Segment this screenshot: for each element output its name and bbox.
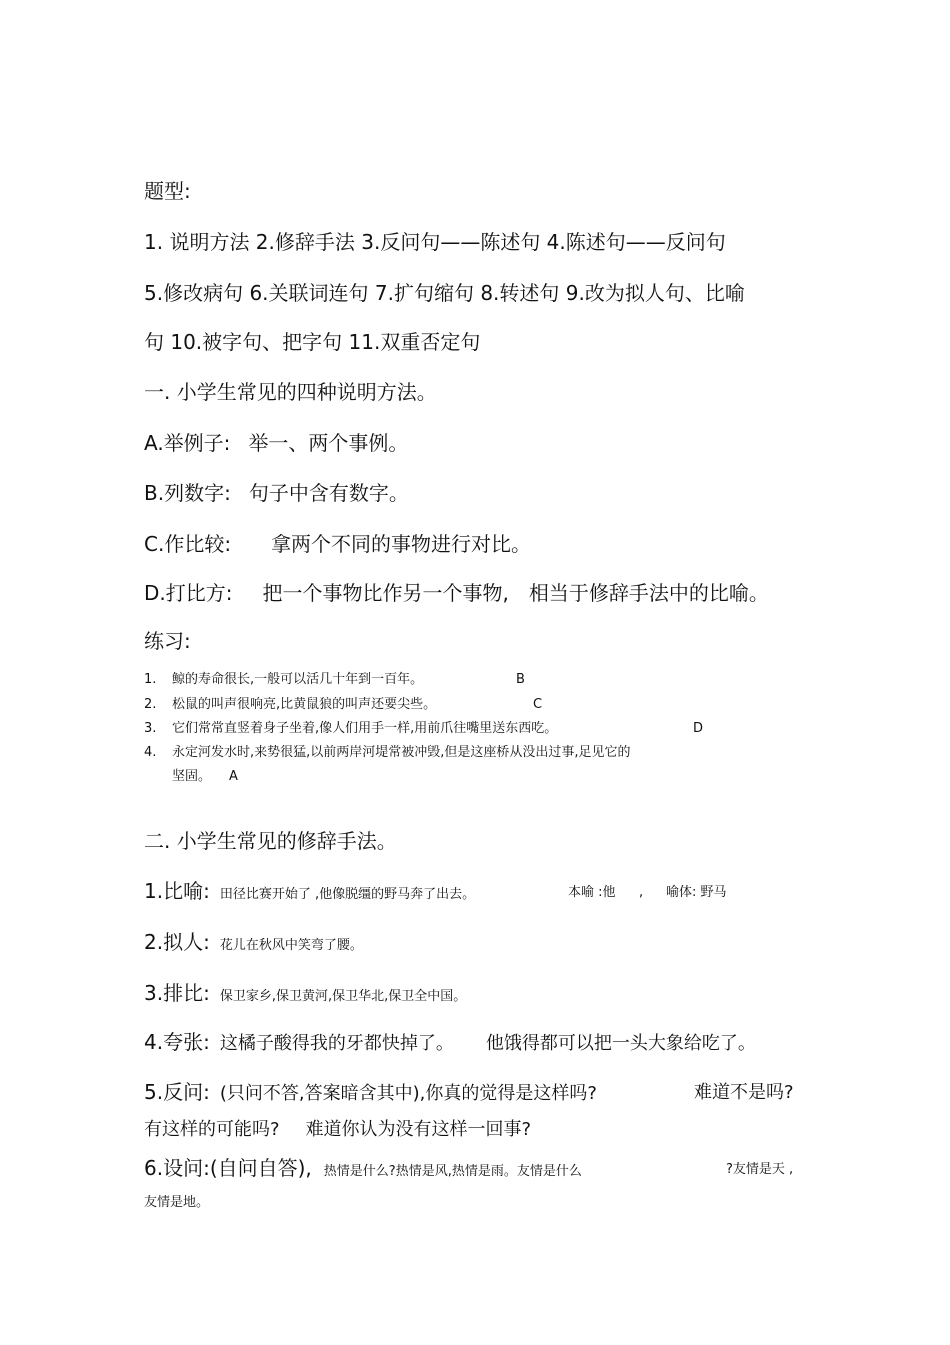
exercise-4-text-2: 坚固。 <box>172 769 212 784</box>
rhetoric-4-example: 这橘子酸得我的牙都快掉了。 <box>219 1033 454 1054</box>
rhetoric-4 <box>144 1032 756 1053</box>
exercise-4-num: 4. <box>144 745 157 760</box>
rhetoric-1-example: 田径比赛开始了 ,他像脱缰的野马奔了出去。 <box>219 887 476 902</box>
exercise-2-num: 2. <box>144 697 157 712</box>
rhetoric-6 <box>144 1158 582 1178</box>
method-a <box>144 433 408 453</box>
types-line-2: 5.修改病句 6.关联词连句 7.扩句缩句 8.转述句 9.改为拟人句、比喻 <box>144 281 745 305</box>
practice-label: 练习: <box>144 629 191 653</box>
method-d-label: D.打比方: <box>144 581 233 605</box>
rhetoric-4-label: 4.夸张: <box>144 1030 210 1054</box>
types-heading: 题型: <box>144 179 191 203</box>
exercise-4-cont <box>172 770 238 783</box>
method-b-label: B.列数字: <box>144 481 231 505</box>
method-b <box>144 483 409 503</box>
exercise-1-text: 鲸的寿命很长,一般可以活几十年到一百年。 <box>172 672 424 687</box>
method-c-label: C.作比较: <box>144 532 232 556</box>
rhetoric-1-label: 1.比喻: <box>144 879 210 903</box>
exercise-2-answer: C <box>533 697 543 712</box>
rhetoric-2-example: 花儿在秋风中笑弯了腰。 <box>219 938 363 953</box>
rhetoric-6-label: 6.设问: <box>144 1156 210 1180</box>
exercise-4-answer: A <box>229 769 238 784</box>
exercise-4 <box>144 746 631 759</box>
rhetoric-5-label: 5.反问: <box>144 1080 210 1104</box>
rhetoric-2 <box>144 932 363 952</box>
rhetoric-1-tenor: 本喻 :他 <box>568 885 616 900</box>
rhetoric-3-label: 3.排比: <box>144 981 210 1005</box>
method-c <box>144 534 531 554</box>
section-2-heading: 二. 小学生常见的修辞手法。 <box>144 829 397 853</box>
exercise-1-num: 1. <box>144 672 157 687</box>
rhetoric-3 <box>144 983 466 1003</box>
exercise-3-answer: D <box>693 721 704 736</box>
rhetoric-5-line-2a: 有这样的可能吗? <box>144 1119 280 1140</box>
rhetoric-6-example: 热情是什么?热情是风,热情是雨。友情是什么 <box>323 1164 582 1179</box>
exercise-1 <box>144 673 423 686</box>
rhetoric-6-paren: (自问自答), <box>209 1156 312 1180</box>
method-c-desc: 拿两个不同的事物进行对比。 <box>271 532 532 556</box>
rhetoric-5-example-2: 难道不是吗? <box>694 1082 794 1103</box>
exercise-3-text: 它们常常直竖着身子坐着,像人们用手一样,用前爪往嘴里送东西吃。 <box>172 721 558 736</box>
rhetoric-2-label: 2.拟人: <box>144 930 210 954</box>
exercise-3 <box>144 722 557 735</box>
rhetoric-1 <box>144 881 475 901</box>
exercise-2 <box>144 698 436 711</box>
exercise-3-num: 3. <box>144 721 157 736</box>
exercise-1-answer: B <box>516 672 525 687</box>
rhetoric-5-example: (只问不答,答案暗含其中),你真的觉得是这样吗? <box>219 1083 597 1104</box>
rhetoric-5-line-2 <box>144 1121 531 1139</box>
types-line-3: 句 10.被字句、把字句 11.双重否定句 <box>144 330 481 354</box>
rhetoric-1-vehicle: 喻体: 野马 <box>666 885 727 900</box>
method-d <box>144 583 769 603</box>
exercise-2-text: 松鼠的叫声很响亮,比黄鼠狼的叫声还要尖些。 <box>172 697 437 712</box>
rhetoric-6-example-2: ?友情是天 , <box>726 1162 794 1177</box>
method-d-desc: 把一个事物比作另一个事物, <box>262 581 509 605</box>
rhetoric-5-line-2b: 难道你认为没有这样一回事? <box>305 1119 532 1140</box>
rhetoric-6-line-2: 友情是地。 <box>144 1195 210 1210</box>
method-a-label: A.举例子: <box>144 431 231 455</box>
method-a-desc: 举一、两个事例。 <box>248 431 409 455</box>
rhetoric-5 <box>144 1082 597 1103</box>
method-b-desc: 句子中含有数字。 <box>248 481 409 505</box>
exercise-4-text: 永定河发水时,来势很猛,以前两岸河堤常被冲毁,但是这座桥从没出过事,足见它的 <box>172 745 631 760</box>
rhetoric-4-example-2: 他饿得都可以把一头大象给吃了。 <box>485 1033 756 1054</box>
method-d-desc-2: 相当于修辞手法中的比喻。 <box>528 581 769 605</box>
rhetoric-1-comma: , <box>639 885 644 900</box>
section-1-heading: 一. 小学生常见的四种说明方法。 <box>144 380 437 404</box>
types-line-1: 1. 说明方法 2.修辞手法 3.反问句——陈述句 4.陈述句——反问句 <box>144 230 726 254</box>
rhetoric-3-example: 保卫家乡,保卫黄河,保卫华北,保卫全中国。 <box>219 989 467 1004</box>
